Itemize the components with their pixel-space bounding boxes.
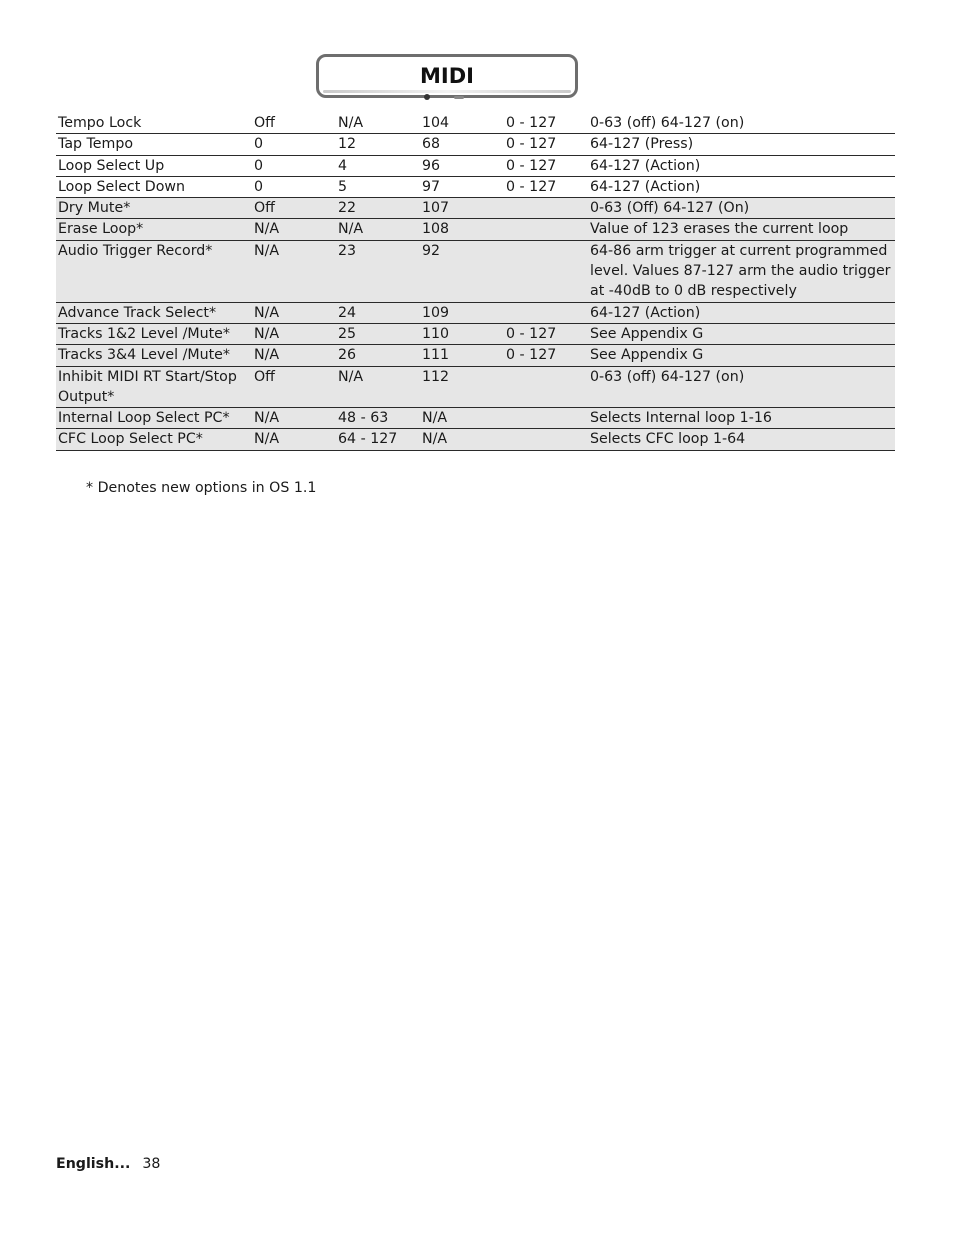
footer-language: English... xyxy=(56,1156,131,1172)
cell-description: 64-86 arm trigger at current programmed level. Values 87-127 arm the audio trigger at -40dB to 0 dB respectively xyxy=(588,240,895,302)
cell-value-default: N/A xyxy=(252,429,336,450)
table-row xyxy=(56,155,895,176)
page-number: 38 xyxy=(142,1156,161,1172)
cell-parameter-name: Dry Mute* xyxy=(56,198,252,219)
cell-description: Selects CFC loop 1-64 xyxy=(588,429,895,450)
cell-value-cc-b: N/A xyxy=(420,408,504,429)
cell-value-default: N/A xyxy=(252,240,336,302)
table-row xyxy=(56,323,895,344)
cell-value-range: 0 - 127 xyxy=(504,345,588,366)
table-row xyxy=(56,408,895,429)
cell-value-cc-a: 25 xyxy=(336,323,420,344)
cell-parameter-name: Tracks 3&4 Level /Mute* xyxy=(56,345,252,366)
cell-parameter-name: Audio Trigger Record* xyxy=(56,240,252,302)
cell-description: 0-63 (off) 64-127 (on) xyxy=(588,366,895,408)
cell-value-cc-b: N/A xyxy=(420,429,504,450)
cell-parameter-name: Inhibit MIDI RT Start/Stop Output* xyxy=(56,366,252,408)
cell-value-default: N/A xyxy=(252,345,336,366)
cell-value-cc-a: N/A xyxy=(336,366,420,408)
cell-description: Value of 123 erases the current loop xyxy=(588,219,895,240)
cell-value-cc-b: 92 xyxy=(420,240,504,302)
cell-value-cc-b: 107 xyxy=(420,198,504,219)
cell-description: 64-127 (Action) xyxy=(588,176,895,197)
table-row xyxy=(56,219,895,240)
cell-value-range: 0 - 127 xyxy=(504,155,588,176)
cell-value-cc-a: 22 xyxy=(336,198,420,219)
cell-value-cc-b: 97 xyxy=(420,176,504,197)
cell-value-cc-b: 111 xyxy=(420,345,504,366)
cell-description: 0-63 (off) 64-127 (on) xyxy=(588,113,895,134)
cell-parameter-name: Loop Select Down xyxy=(56,176,252,197)
cell-description: Selects Internal loop 1-16 xyxy=(588,408,895,429)
cell-value-cc-a: 4 xyxy=(336,155,420,176)
table-row xyxy=(56,240,895,302)
cell-value-default: N/A xyxy=(252,219,336,240)
cell-value-range xyxy=(504,408,588,429)
cell-description: See Appendix G xyxy=(588,345,895,366)
title-tick-ornament xyxy=(454,96,464,99)
cell-value-cc-a: 64 - 127 xyxy=(336,429,420,450)
cell-value-default: 0 xyxy=(252,134,336,155)
cell-value-cc-b: 104 xyxy=(420,113,504,134)
cell-value-range xyxy=(504,366,588,408)
cell-value-default: Off xyxy=(252,366,336,408)
cell-value-cc-b: 96 xyxy=(420,155,504,176)
footnote: * Denotes new options in OS 1.1 xyxy=(86,480,317,496)
cell-value-default: N/A xyxy=(252,408,336,429)
cell-parameter-name: Erase Loop* xyxy=(56,219,252,240)
cell-value-default: 0 xyxy=(252,176,336,197)
cell-value-cc-b: 110 xyxy=(420,323,504,344)
cell-parameter-name: Tap Tempo xyxy=(56,134,252,155)
cell-value-cc-a: 48 - 63 xyxy=(336,408,420,429)
cell-value-default: Off xyxy=(252,198,336,219)
midi-parameter-table xyxy=(56,113,895,451)
cell-value-cc-a: N/A xyxy=(336,113,420,134)
cell-value-cc-b: 108 xyxy=(420,219,504,240)
page-footer xyxy=(56,1156,160,1172)
cell-value-cc-b: 68 xyxy=(420,134,504,155)
cell-value-cc-a: 12 xyxy=(336,134,420,155)
cell-parameter-name: CFC Loop Select PC* xyxy=(56,429,252,450)
cell-parameter-name: Advance Track Select* xyxy=(56,302,252,323)
cell-description: 64-127 (Action) xyxy=(588,155,895,176)
title-dot-ornament xyxy=(424,94,430,100)
cell-parameter-name: Tracks 1&2 Level /Mute* xyxy=(56,323,252,344)
cell-value-range: 0 - 127 xyxy=(504,134,588,155)
table-row xyxy=(56,176,895,197)
cell-value-cc-a: N/A xyxy=(336,219,420,240)
cell-value-default: N/A xyxy=(252,323,336,344)
cell-parameter-name: Loop Select Up xyxy=(56,155,252,176)
cell-value-range xyxy=(504,240,588,302)
table-row xyxy=(56,134,895,155)
table-row xyxy=(56,198,895,219)
table-row xyxy=(56,302,895,323)
cell-value-cc-b: 112 xyxy=(420,366,504,408)
cell-value-range: 0 - 127 xyxy=(504,176,588,197)
table-row xyxy=(56,345,895,366)
cell-parameter-name: Tempo Lock xyxy=(56,113,252,134)
cell-value-range: 0 - 127 xyxy=(504,323,588,344)
table-row xyxy=(56,429,895,450)
cell-value-range: 0 - 127 xyxy=(504,113,588,134)
cell-value-range xyxy=(504,198,588,219)
cell-parameter-name: Internal Loop Select PC* xyxy=(56,408,252,429)
cell-description: See Appendix G xyxy=(588,323,895,344)
cell-value-cc-a: 24 xyxy=(336,302,420,323)
cell-value-default: N/A xyxy=(252,302,336,323)
cell-value-range xyxy=(504,429,588,450)
cell-value-cc-a: 23 xyxy=(336,240,420,302)
cell-value-range xyxy=(504,219,588,240)
cell-value-cc-b: 109 xyxy=(420,302,504,323)
cell-value-cc-a: 26 xyxy=(336,345,420,366)
table-row xyxy=(56,366,895,408)
cell-value-default: Off xyxy=(252,113,336,134)
cell-description: 0-63 (Off) 64-127 (On) xyxy=(588,198,895,219)
cell-description: 64-127 (Press) xyxy=(588,134,895,155)
cell-value-range xyxy=(504,302,588,323)
cell-value-cc-a: 5 xyxy=(336,176,420,197)
cell-value-default: 0 xyxy=(252,155,336,176)
table-row xyxy=(56,113,895,134)
cell-description: 64-127 (Action) xyxy=(588,302,895,323)
section-title: MIDI xyxy=(420,64,474,88)
